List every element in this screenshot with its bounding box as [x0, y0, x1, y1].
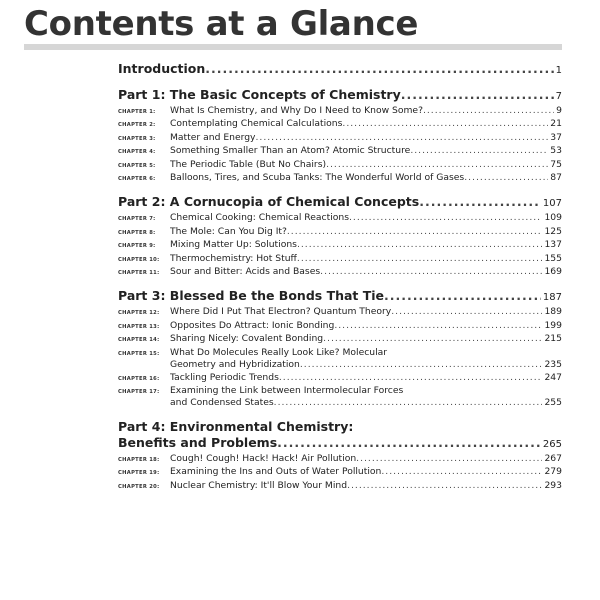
chapter-title: What Is Chemistry, and Why Do I Need to Know Some? [170, 105, 423, 116]
chapter-label: CHAPTER 14: [118, 337, 160, 344]
toc-chapter[interactable] [118, 306, 562, 319]
chapter-body [170, 347, 562, 372]
part-title[interactable]: Part 4: Environmental Chemistry: [118, 418, 354, 434]
chapter-title: Matter and Energy [170, 131, 256, 143]
page-number: 107 [542, 198, 562, 210]
chapter-line [170, 266, 562, 278]
chapter-label: CHAPTER 17: [118, 388, 160, 395]
dot-leader [419, 194, 541, 210]
chapter-title: Opposites Do Attract: Ionic Bonding [170, 319, 335, 331]
chapter-body [170, 466, 562, 478]
chapter-line [170, 466, 562, 478]
title-rule [24, 44, 562, 50]
parts-list [118, 87, 562, 493]
page-number: 279 [544, 466, 562, 478]
dot-leader [423, 105, 554, 117]
chapter-title: Sharing Nicely: Covalent Bonding [170, 333, 324, 345]
toc-chapter[interactable] [118, 132, 562, 145]
dot-leader [297, 239, 543, 251]
chapter-label: CHAPTER 13: [118, 323, 160, 330]
part-title-entry[interactable] [118, 87, 562, 105]
page-number: 187 [542, 292, 562, 304]
page-number: 7 [555, 91, 562, 102]
dot-leader [323, 333, 542, 345]
chapter-title: Where Did I Put That Electron? Quantum Theory [170, 306, 392, 318]
page-number: 169 [544, 266, 562, 278]
chapter-line [170, 359, 562, 371]
chapter-label: CHAPTER 8: [118, 229, 156, 236]
chapter-label: CHAPTER 5: [118, 162, 156, 169]
chapter-body [170, 159, 562, 171]
chapter-body [170, 105, 562, 117]
dot-leader [464, 172, 548, 184]
chapter-title: Chemical Cooking: Chemical Reactions [170, 212, 349, 224]
toc-chapter[interactable] [118, 118, 562, 131]
chapter-line [170, 132, 562, 144]
page-number: 265 [542, 438, 562, 450]
dot-leader [277, 435, 541, 451]
chapter-title-line1: What Do Molecules Really Look Like? Molecular [170, 346, 388, 358]
chapter-line [170, 372, 562, 384]
toc-chapter[interactable] [118, 145, 562, 158]
part-title-text: Part 2: A Cornucopia of Chemical Concepts [118, 194, 420, 210]
toc-chapter[interactable] [118, 159, 562, 172]
dot-leader [320, 266, 542, 278]
chapter-title: Mixing Matter Up: Solutions [170, 239, 297, 251]
dot-leader [326, 159, 548, 171]
chapter-label: CHAPTER 6: [118, 176, 156, 183]
dot-leader [347, 480, 542, 492]
page-number: 267 [544, 452, 562, 464]
chapter-title: Contemplating Chemical Calculations [170, 118, 343, 130]
page-number: 37 [550, 131, 562, 143]
table-of-contents [118, 58, 562, 502]
entry-title: Introduction [118, 61, 206, 76]
chapter-title: Cough! Cough! Hack! Hack! Air Pollution [170, 452, 357, 464]
chapter-label: CHAPTER 4: [118, 149, 156, 156]
chapter-title: Tackling Periodic Trends [170, 371, 279, 383]
dot-leader [279, 372, 543, 384]
dot-leader [391, 306, 542, 318]
chapter-body [170, 239, 562, 251]
chapter-label: CHAPTER 19: [118, 470, 160, 477]
chapter-line [170, 480, 562, 492]
toc-part-4 [118, 419, 562, 493]
chapter-title: Something Smaller Than an Atom? Atomic Structure [170, 145, 411, 157]
chapter-line [170, 333, 562, 345]
chapter-title-line1: Examining the Link between Intermolecular Forces [170, 384, 404, 396]
toc-entry-introduction[interactable] [118, 61, 562, 79]
chapter-label: CHAPTER 15: [118, 350, 160, 357]
chapter-body [170, 172, 562, 184]
page-number: 125 [544, 225, 562, 237]
toc-part-3 [118, 288, 562, 409]
chapter-body [170, 253, 562, 265]
dot-leader [349, 212, 542, 224]
chapter-title: Nuclear Chemistry: It'll Blow Your Mind [170, 479, 348, 491]
toc-chapter[interactable] [118, 239, 562, 252]
dot-leader [384, 288, 541, 304]
toc-chapter[interactable] [118, 253, 562, 266]
dot-leader [274, 397, 543, 409]
chapter-title: The Periodic Table (But No Chairs) [170, 158, 327, 170]
chapter-title: and Condensed States [170, 397, 274, 409]
dot-leader [255, 132, 548, 144]
part-title-text: Part 1: The Basic Concepts of Chemistry [118, 87, 401, 102]
page-number: 9 [556, 105, 562, 116]
page-number: 137 [544, 239, 562, 251]
dot-leader [287, 226, 543, 238]
chapter-line [170, 105, 562, 117]
chapter-line [170, 172, 562, 184]
chapter-label: CHAPTER 1: [118, 109, 156, 115]
chapter-body [170, 333, 562, 345]
chapter-label: CHAPTER 10: [118, 256, 160, 263]
chapter-title: Thermochemistry: Hot Stuff [170, 252, 297, 264]
toc-chapter[interactable] [118, 320, 562, 333]
dot-leader [205, 61, 553, 77]
page-number: 247 [544, 371, 562, 383]
page-number: 75 [550, 158, 562, 170]
toc-chapter[interactable] [118, 453, 562, 466]
chapter-body [170, 306, 562, 318]
chapter-line [170, 159, 562, 171]
page-number: 155 [544, 252, 562, 264]
chapter-label: CHAPTER 11: [118, 270, 160, 277]
toc-chapter[interactable] [118, 105, 562, 118]
toc-part-1 [118, 87, 562, 185]
chapter-label: CHAPTER 12: [118, 310, 160, 317]
chapter-line [170, 320, 562, 332]
page-number: 235 [544, 359, 562, 371]
part-title-entry[interactable] [118, 288, 562, 306]
dot-leader [401, 87, 554, 103]
chapter-label: CHAPTER 2: [118, 122, 156, 129]
chapter-label: CHAPTER 18: [118, 456, 160, 463]
page-number: 1 [555, 65, 562, 76]
chapter-body [170, 226, 562, 238]
chapter-body [170, 145, 562, 157]
dot-leader [300, 359, 543, 371]
page-number: 189 [544, 306, 562, 318]
chapter-body [170, 480, 562, 492]
chapter-title: Examining the Ins and Outs of Water Pollution [170, 466, 382, 478]
page-number: 53 [550, 145, 562, 157]
chapter-title: Geometry and Hybridization [170, 359, 300, 371]
page-number: 87 [550, 172, 562, 184]
chapter-line [170, 118, 562, 130]
toc-chapter[interactable] [118, 226, 562, 239]
chapter-body [170, 385, 562, 410]
dot-leader [356, 453, 542, 465]
toc-part-2 [118, 194, 562, 279]
chapter-body [170, 132, 562, 144]
dot-leader [297, 253, 543, 265]
dot-leader [410, 145, 548, 157]
page-number: 109 [544, 212, 562, 224]
part-title-text: Benefits and Problems [118, 434, 278, 450]
chapter-label: CHAPTER 9: [118, 243, 156, 250]
page-number: 293 [544, 479, 562, 491]
page-title: Contents at a Glance [24, 4, 419, 44]
dot-leader [334, 320, 542, 332]
toc-chapter[interactable] [118, 212, 562, 225]
page-number: 255 [544, 397, 562, 409]
chapter-body [170, 212, 562, 224]
chapter-body [170, 118, 562, 130]
chapter-line [170, 212, 562, 224]
toc-chapter[interactable] [118, 333, 562, 346]
toc-chapter[interactable] [118, 385, 562, 410]
toc-chapter[interactable] [118, 372, 562, 385]
chapter-line [170, 306, 562, 318]
chapter-title: The Mole: Can You Dig It? [170, 225, 287, 237]
chapter-title: Sour and Bitter: Acids and Bases [170, 266, 321, 278]
chapter-body [170, 266, 562, 278]
chapter-line [170, 145, 562, 157]
chapter-label: CHAPTER 20: [118, 483, 160, 490]
dot-leader [342, 118, 548, 130]
chapter-line [170, 239, 562, 251]
chapter-title: Balloons, Tires, and Scuba Tanks: The Wonderful World of Gases [170, 172, 465, 184]
toc-chapter[interactable] [118, 172, 562, 185]
chapter-body [170, 453, 562, 465]
chapter-line [170, 253, 562, 265]
chapter-label: CHAPTER 16: [118, 375, 160, 382]
chapter-line [170, 397, 562, 409]
chapter-line [170, 226, 562, 238]
toc-chapter[interactable] [118, 266, 562, 279]
dot-leader [381, 466, 542, 478]
toc-chapter[interactable] [118, 480, 562, 493]
toc-chapter[interactable] [118, 466, 562, 479]
page-number: 215 [544, 333, 562, 345]
toc-chapter[interactable] [118, 347, 562, 372]
chapter-label: CHAPTER 7: [118, 216, 156, 223]
part-title-entry[interactable] [118, 194, 562, 212]
part-title-entry[interactable] [118, 435, 562, 453]
chapter-line [170, 453, 562, 465]
chapter-label: CHAPTER 3: [118, 135, 156, 142]
chapter-body [170, 372, 562, 384]
chapter-body [170, 320, 562, 332]
page-number: 199 [544, 319, 562, 331]
part-title-text: Part 3: Blessed Be the Bonds That Tie [118, 288, 385, 304]
page-number: 21 [550, 118, 562, 130]
